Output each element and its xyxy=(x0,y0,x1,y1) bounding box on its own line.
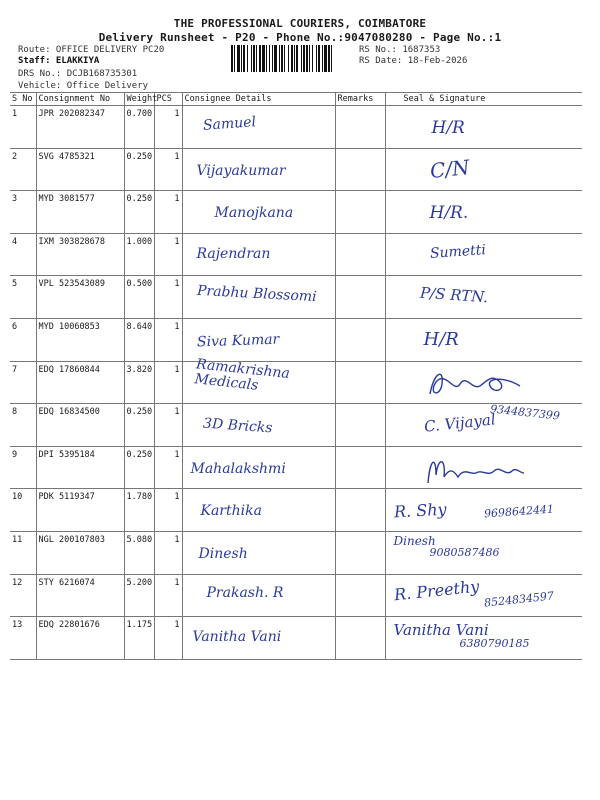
consignee-cell xyxy=(182,574,335,617)
weight-cell: 0.250 xyxy=(124,191,154,234)
route-info: Route: OFFICE DELIVERY PC20 xyxy=(18,45,165,55)
table-row xyxy=(10,106,582,149)
consignee-cell xyxy=(182,489,335,532)
consignee-cell xyxy=(182,106,335,149)
table-row xyxy=(10,148,582,191)
seal-signature-cell xyxy=(385,276,582,319)
seal-signature-cell xyxy=(385,191,582,234)
pcs-cell: 1 xyxy=(154,276,182,319)
pcs-cell: 1 xyxy=(154,446,182,489)
remarks-cell xyxy=(335,531,385,574)
seal-signature-text: H/R xyxy=(423,328,459,350)
signer-phone-text: 8524834597 xyxy=(483,588,554,610)
seal-signature-cell xyxy=(385,148,582,191)
remarks-cell xyxy=(335,489,385,532)
consignment-cell: SVG 4785321 xyxy=(36,148,124,191)
remarks-cell xyxy=(335,276,385,319)
consignee-handwriting: Vijayakumar xyxy=(196,162,286,179)
table-row xyxy=(10,489,582,532)
weight-cell: 1.175 xyxy=(124,617,154,660)
weight-cell: 0.700 xyxy=(124,106,154,149)
consignee-handwriting: Karthika xyxy=(200,503,262,520)
consignee-handwriting: Rajendran xyxy=(196,245,271,262)
table-row xyxy=(10,531,582,574)
sno-cell: 12 xyxy=(10,574,36,617)
seal-signature-cell xyxy=(385,106,582,149)
remarks-cell xyxy=(335,148,385,191)
table-row xyxy=(10,318,582,361)
consignment-cell: EDQ 16834500 xyxy=(36,404,124,447)
pcs-cell: 1 xyxy=(154,148,182,191)
seal-signature-cell xyxy=(385,574,582,617)
weight-cell: 0.500 xyxy=(124,276,154,319)
vehicle-info: Vehicle: Office Delivery xyxy=(18,81,149,91)
consignment-cell: EDQ 17860844 xyxy=(36,361,124,404)
seal-signature-text: Vanitha Vani xyxy=(393,621,489,640)
seal-signature-cell xyxy=(385,489,582,532)
pcs-cell: 1 xyxy=(154,106,182,149)
consignee-cell xyxy=(182,276,335,319)
sno-cell: 3 xyxy=(10,191,36,234)
consignment-cell: MYD 3081577 xyxy=(36,191,124,234)
sno-cell: 6 xyxy=(10,318,36,361)
weight-cell: 5.200 xyxy=(124,574,154,617)
weight-cell: 0.250 xyxy=(124,446,154,489)
col-header-weight: Weight xyxy=(124,93,154,106)
remarks-cell xyxy=(335,617,385,660)
pcs-cell: 1 xyxy=(154,361,182,404)
consignee-cell xyxy=(182,233,335,276)
consignee-handwriting: Ramakrishna Medicals xyxy=(193,355,291,394)
pcs-cell: 1 xyxy=(154,318,182,361)
pcs-cell: 1 xyxy=(154,404,182,447)
table-row xyxy=(10,404,582,447)
rs-date-info: RS Date: 18-Feb-2026 xyxy=(359,56,468,66)
consignee-cell xyxy=(182,617,335,660)
table-row xyxy=(10,361,582,404)
consignee-cell xyxy=(182,446,335,489)
weight-cell: 3.820 xyxy=(124,361,154,404)
remarks-cell xyxy=(335,404,385,447)
consignee-cell xyxy=(182,531,335,574)
table-row xyxy=(10,574,582,617)
seal-signature-cell xyxy=(385,404,582,447)
signer-phone-text: 9080587486 xyxy=(429,545,500,559)
consignee-handwriting: Prakash. R xyxy=(206,584,284,601)
sno-cell: 7 xyxy=(10,361,36,404)
table-header-row xyxy=(10,93,582,106)
signer-phone-text: 9698642441 xyxy=(483,502,554,521)
seal-signature-text: P/S RTN. xyxy=(418,284,489,307)
pcs-cell: 1 xyxy=(154,574,182,617)
consignment-cell: DPI 5395184 xyxy=(36,446,124,489)
consignee-handwriting: Vanitha Vani xyxy=(192,629,282,646)
consignment-cell: JPR 202082347 xyxy=(36,106,124,149)
table-row xyxy=(10,446,582,489)
seal-signature-cell xyxy=(385,361,582,404)
consignment-cell: IXM 303828678 xyxy=(36,233,124,276)
table-row xyxy=(10,233,582,276)
col-header-seal: Seal & Signature xyxy=(385,93,582,106)
barcode-icon xyxy=(230,45,356,72)
pcs-cell: 1 xyxy=(154,489,182,532)
consignee-cell xyxy=(182,318,335,361)
consignment-cell: PDK 5119347 xyxy=(36,489,124,532)
drs-info: DRS No.: DCJB168735301 xyxy=(18,69,138,79)
consignment-cell: EDQ 22801676 xyxy=(36,617,124,660)
remarks-cell xyxy=(335,361,385,404)
seal-signature-cell xyxy=(385,446,582,489)
remarks-cell xyxy=(335,446,385,489)
table-row xyxy=(10,617,582,660)
sno-cell: 1 xyxy=(10,106,36,149)
col-header-pcs: PCS xyxy=(154,93,182,106)
company-title: THE PROFESSIONAL COURIERS, COIMBATORE xyxy=(173,17,427,30)
pcs-cell: 1 xyxy=(154,617,182,660)
signer-phone-text: 6380790185 xyxy=(459,637,530,651)
col-header-sno: S No xyxy=(10,93,36,106)
pcs-cell: 1 xyxy=(154,233,182,276)
seal-signature-text: Sumetti xyxy=(429,241,486,262)
consignment-cell: VPL 523543089 xyxy=(36,276,124,319)
remarks-cell xyxy=(335,191,385,234)
consignee-handwriting: Dinesh xyxy=(198,545,248,562)
col-header-remarks: Remarks xyxy=(335,93,385,106)
weight-cell: 5.080 xyxy=(124,531,154,574)
weight-cell: 8.640 xyxy=(124,318,154,361)
sno-cell: 4 xyxy=(10,233,36,276)
consignment-cell: STY 6216074 xyxy=(36,574,124,617)
consignee-cell xyxy=(182,355,335,404)
weight-cell: 0.250 xyxy=(124,404,154,447)
consignee-handwriting: Prabhu Blossomi xyxy=(196,283,317,306)
consignee-handwriting: Mahalakshmi xyxy=(190,460,286,477)
consignment-cell: NGL 200107803 xyxy=(36,531,124,574)
pcs-cell: 1 xyxy=(154,531,182,574)
seal-signature-text: Dinesh xyxy=(393,533,436,548)
remarks-cell xyxy=(335,318,385,361)
remarks-cell xyxy=(335,233,385,276)
seal-signature-text: R. Preethy xyxy=(392,576,480,604)
signature-scribble-icon xyxy=(420,449,540,489)
rs-no-info: RS No.: 1687353 xyxy=(359,45,441,55)
staff-info: Staff: ELAKKIYA xyxy=(18,56,100,66)
sno-cell: 5 xyxy=(10,276,36,319)
remarks-cell xyxy=(335,574,385,617)
table-row xyxy=(10,191,582,234)
weight-cell: 0.250 xyxy=(124,148,154,191)
consignee-handwriting: Manojkana xyxy=(214,205,294,222)
remarks-cell xyxy=(335,106,385,149)
sno-cell: 2 xyxy=(10,148,36,191)
seal-signature-text: C. Vijayal xyxy=(422,410,496,436)
runsheet-table xyxy=(10,92,582,660)
col-header-consignee: Consignee Details xyxy=(182,93,335,106)
seal-signature-cell xyxy=(385,318,582,361)
consignee-cell xyxy=(182,191,335,234)
seal-signature-text: H/R xyxy=(431,118,465,138)
weight-cell: 1.000 xyxy=(124,233,154,276)
weight-cell: 1.780 xyxy=(124,489,154,532)
sno-cell: 13 xyxy=(10,617,36,660)
consignee-handwriting: 3D Bricks xyxy=(202,415,273,437)
signature-scribble-icon xyxy=(420,364,540,404)
consignee-cell xyxy=(182,148,335,191)
consignee-handwriting: Samuel xyxy=(202,114,256,134)
pcs-cell: 1 xyxy=(154,191,182,234)
consignee-handwriting: Siva Kumar xyxy=(196,331,280,351)
sno-cell: 9 xyxy=(10,446,36,489)
consignment-cell: MYD 10060853 xyxy=(36,318,124,361)
seal-signature-cell xyxy=(385,617,582,660)
sno-cell: 10 xyxy=(10,489,36,532)
col-header-consignment: Consignment No xyxy=(36,93,124,106)
consignee-cell xyxy=(182,404,335,447)
seal-signature-text: H/R. xyxy=(429,203,469,224)
runsheet-subtitle: Delivery Runsheet - P20 - Phone No.:9047080280 - Page No.:1 xyxy=(98,31,502,44)
sno-cell: 11 xyxy=(10,531,36,574)
sno-cell: 8 xyxy=(10,404,36,447)
seal-signature-cell xyxy=(385,233,582,276)
table-row xyxy=(10,276,582,319)
seal-signature-cell xyxy=(385,531,582,574)
seal-signature-text: C/N xyxy=(428,154,471,183)
signer-phone-text: 9344837399 xyxy=(489,402,560,423)
seal-signature-text: R. Shy xyxy=(393,499,447,522)
